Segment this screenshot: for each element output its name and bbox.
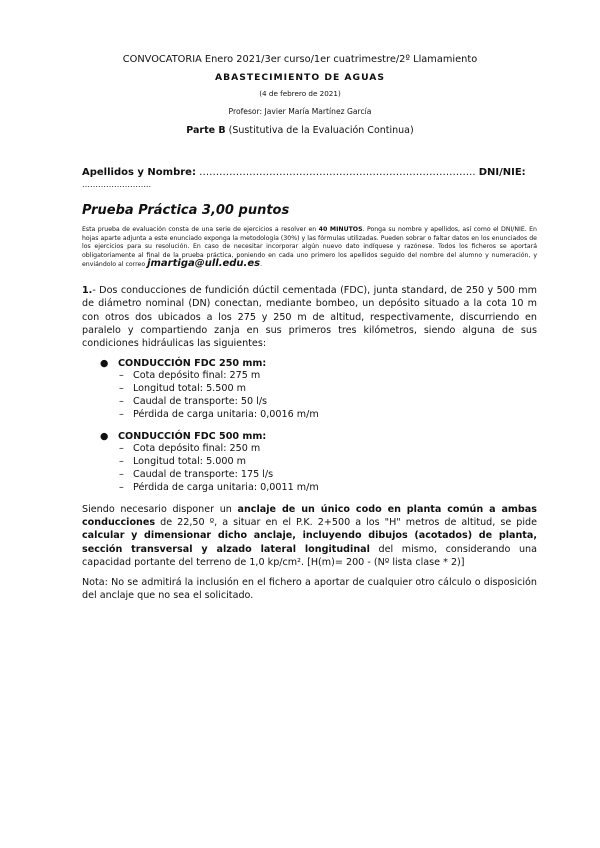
dash-icon: – [119,455,124,467]
list-item: – Longitud total: 5.000 m [119,455,246,467]
task-statement: Siendo necesario disponer un anclaje de un único codo en planta común a ambas conducciones de 22,50 º, a situar en el P.K. 2+500 a los "H" metros de altitud, se pide calcular y dimensionar dicho anclaje, incluyendo dibujos (acotados) de planta, sección transversal y alzado lateral longitudinal del mismo, considerando una capacidad portante del terreno de 1,0 kp/cm². [H(m)= 200 - (Nº lista clase * 2)] [82,504,537,568]
problem-number: 1. [82,285,93,296]
name-dots: ……………………………………………………………………….. [195,167,479,178]
list-item: – Pérdida de carga unitaria: 0,0011 m/m [119,481,319,493]
list-item: – Longitud total: 5.500 m [119,382,246,394]
document-title: ABASTECIMIENTO DE AGUAS [214,72,385,83]
dash-icon: – [119,408,124,420]
email-address: jmartiga@ull.edu.es [147,258,261,270]
convocatoria-line: CONVOCATORIA Enero 2021/3er curso/1er cuatrimestre/2º Llamamiento [122,54,478,65]
dni-label: DNI/NIE: [478,167,526,178]
dash-icon: – [119,382,124,394]
bullet-dot-icon: ● [100,431,109,442]
minutes-highlight: 40 MINUTOS [318,226,363,233]
list-item: – Cota depósito final: 250 m [119,443,261,454]
dash-icon: – [119,443,124,454]
name-label: Apellidos y Nombre: [82,167,196,178]
student-name-line [82,167,526,178]
professor-line: Profesor: Javier María Martínez García [228,107,372,116]
problem-statement: 1.- Dos conducciones de fundición dúctil cementada (FDC), junta standard, de 250 y 500 mm de diámetro nominal (DN) conectan, mediante bombeo, un depósito situado a la cota 10 m con otros dos ubicados a los 275 y 250 m de altitud, respectivamente, discurriendo en paralelo y compartiendo zanja en sus primeros tres kilómetros, siendo alguna de sus condiciones hidráulicas las siguientes: [82,285,537,350]
dash-icon: – [119,481,124,493]
conduction-title: ● CONDUCCIÓN FDC 500 mm: [100,431,267,442]
bullet-dot-icon: ● [100,358,109,369]
list-item: – Pérdida de carga unitaria: 0,0016 m/m [119,408,319,420]
conduction-title: ● CONDUCCIÓN FDC 250 mm: [100,358,267,369]
dash-icon: – [119,370,124,381]
dni-dots: …………………….. [82,180,152,189]
dash-icon: – [119,468,124,480]
parte-label: Parte B [186,125,226,136]
note-paragraph: Nota: No se admitirá la inclusión en el fichero a aportar de cualquier otro cálculo o disposición del anclaje que no sea el solicitado. [82,577,537,602]
conduction-block-500 [100,430,500,495]
list-item: – Caudal de transporte: 50 l/s [119,395,268,407]
parte-description: (Sustitutiva de la Evaluación Continua) [225,125,414,136]
prueba-instructions: Esta prueba de evaluación consta de una serie de ejercicios a resolver en 40 MINUTOS. Ponga su nombre y apellidos, así como el DNI/NIE. En hojas aparte adjunta a este enunciado exponga la metodología (30%) y las fórmulas utilizadas. Pueden sobrar o faltar datos en los enunciados de los ejercicios para su resolución. En caso de necesitar incorporar algún nuevo dato indíquese y razónese. Todos los ficheros se aportará obligatoriamente al final de la prueba práctica, poniendo en cada uno primero los apellidos seguido del nombre del alumno y numeración, y enviándolo al correo jmartiga@ull.edu.es. [82,226,537,270]
list-item: – Cota depósito final: 275 m [119,370,261,381]
list-item: – Caudal de transporte: 175 l/s [119,468,274,480]
dash-icon: – [119,395,124,407]
prueba-heading: Prueba Práctica 3,00 puntos [82,203,290,218]
conduction-block-250 [100,357,500,422]
exam-date: (4 de febrero de 2021) [259,89,341,98]
parte-line [0,125,600,136]
